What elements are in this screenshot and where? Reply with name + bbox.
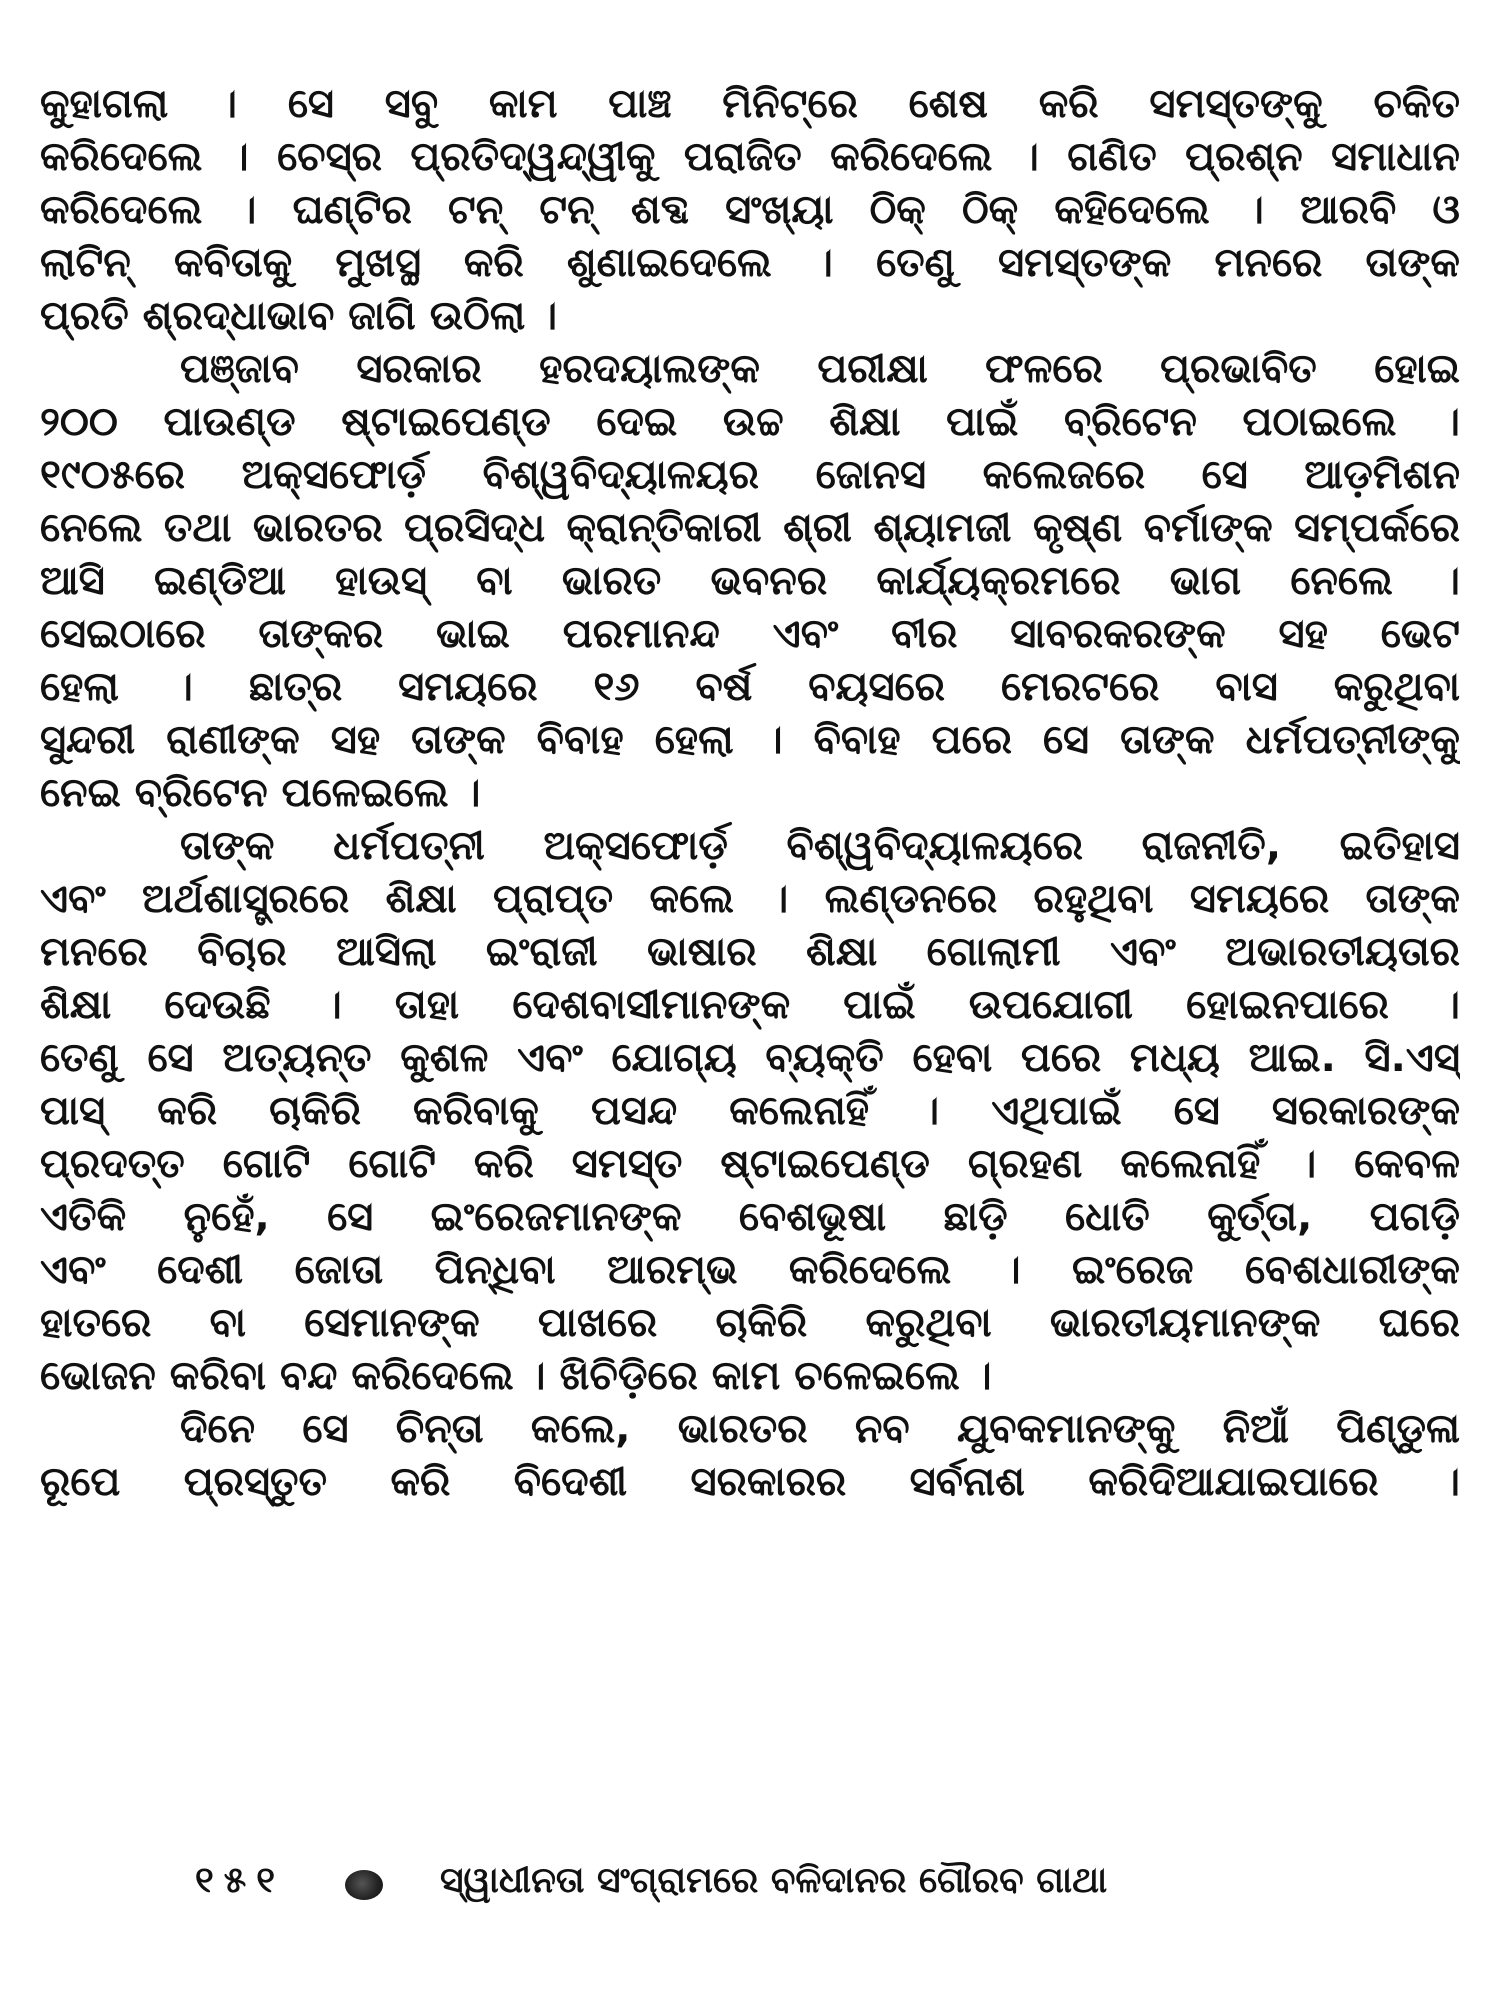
page-number: ୧୫୧: [195, 1860, 285, 1901]
paragraph-start-line: ତାଙ୍କ ଧର୍ମପତ୍ନୀ ଅକ୍ସଫୋର୍ଡ଼ ବିଶ୍ୱବିଦ୍ୟାଳୟରେ ରାଜନୀତି, ଇତିହାସ: [180, 823, 1460, 869]
paragraph-start-line: ଦିନେ ସେ ଚିନ୍ତା କଲେ, ଭାରତର ନବ ଯୁବକମାନଙ୍କୁ ନିଆଁ ପିଣ୍ଡୁଳା: [180, 1406, 1460, 1452]
text-line: ମନରେ ବିଚାର ଆସିଲା ଇଂରାଜୀ ଭାଷାର ଶିକ୍ଷା ଗୋଲାମୀ ଏବଂ ଅଭାରତୀୟତାର: [40, 929, 1460, 975]
text-line: ପାସ୍ କରି ଚାକିରି କରିବାକୁ ପସନ୍ଦ କଲେନାହିଁ । ଏଥିପାଇଁ ସେ ସରକାରଙ୍କ: [40, 1088, 1460, 1134]
text-line: ଭୋଜନ କରିବା ବନ୍ଦ କରିଦେଲେ । ଖିଚିଡ଼ିରେ କାମ ଚଳେଇଲେ ।: [40, 1353, 992, 1399]
body-text: [40, 78, 1460, 1509]
page-footer: [0, 1860, 1500, 1920]
text-line: କୁହାଗଲା । ସେ ସବୁ କାମ ପାଞ୍ଚ ମିନିଟ୍‌ରେ ଶେଷ କରି ସମସ୍ତଙ୍କୁ ଚକିତ: [40, 81, 1460, 127]
text-line: ଏବଂ ଦେଶୀ ଜୋତା ପିନ୍ଧିବା ଆରମ୍ଭ କରିଦେଲେ । ଇଂରେଜ ବେଶଧାରୀଙ୍କ: [40, 1247, 1460, 1293]
text-line: ୨୦୦ ପାଉଣ୍ଡ ଷ୍ଟାଇପେଣ୍ଡ ଦେଇ ଉଚ୍ଚ ଶିକ୍ଷା ପାଇଁ ବ୍ରିଟେନ ପଠାଇଲେ ।: [40, 399, 1460, 445]
text-line: ସେଇଠାରେ ତାଙ୍କର ଭାଇ ପରମାନନ୍ଦ ଏବଂ ବୀର ସାବରକରଙ୍କ ସହ ଭେଟ: [40, 611, 1460, 657]
paragraph-start-line: ପଞ୍ଜାବ ସରକାର ହରଦୟାଲଙ୍କ ପରୀକ୍ଷା ଫଳରେ ପ୍ରଭାବିତ ହୋଇ: [180, 346, 1460, 392]
text-line: କରିଦେଲେ । ଚେସ୍‌ର ପ୍ରତିଦ୍ୱନ୍ଦ୍ୱୀକୁ ପରାଜିତ କରିଦେଲେ । ଗଣିତ ପ୍ରଶ୍ନ ସମାଧାନ: [40, 134, 1460, 180]
text-line: ହେଲା । ଛାତ୍ର ସମୟରେ ୧୬ ବର୍ଷ ବୟସରେ ମେରଟରେ ବାସ କରୁଥିବା: [40, 664, 1460, 710]
text-line: ହାତରେ ବା ସେମାନଙ୍କ ପାଖରେ ଚାକିରି କରୁଥିବା ଭାରତୀୟମାନଙ୍କ ଘରେ: [40, 1300, 1460, 1346]
text-line: ୧୯୦୫ରେ ଅକ୍ସଫୋର୍ଡ଼ ବିଶ୍ୱବିଦ୍ୟାଳୟର ଜୋନସ କଲେଜରେ ସେ ଆଡ଼ମିଶନ: [40, 452, 1460, 498]
bullet-dot-icon: [345, 1870, 383, 1900]
text-line: ଲାଟିନ୍ କବିତାକୁ ମୁଖସ୍ଥ କରି ଶୁଣାଇଦେଲେ । ତେଣୁ ସମସ୍ତଙ୍କ ମନରେ ତାଙ୍କ: [40, 240, 1460, 286]
text-line: ତେଣୁ ସେ ଅତ୍ୟନ୍ତ କୁଶଳ ଏବଂ ଯୋଗ୍ୟ ବ୍ୟକ୍ତି ହେବା ପରେ ମଧ୍ୟ ଆଇ. ସି.ଏସ୍: [40, 1035, 1460, 1081]
text-line: ପ୍ରଦତ୍ତ ଗୋଟି ଗୋଟି କରି ସମସ୍ତ ଷ୍ଟାଇପେଣ୍ଡ ଗ୍ରହଣ କଲେନାହିଁ । କେବଳ: [40, 1141, 1460, 1187]
text-line: କରିଦେଲେ । ଘଣ୍ଟିର ଟନ୍ ଟନ୍ ଶବ୍ଦ ସଂଖ୍ୟା ଠିକ୍ ଠିକ୍ କହିଦେଲେ । ଆରବି ଓ: [40, 187, 1460, 233]
text-line: ଶିକ୍ଷା ଦେଉଛି । ତାହା ଦେଶବାସୀମାନଙ୍କ ପାଇଁ ଉପଯୋଗୀ ହୋଇନପାରେ ।: [40, 982, 1460, 1028]
text-line: ନେଇ ବ୍ରିଟେନ ପଳେଇଲେ ।: [40, 770, 481, 816]
text-line: ଏବଂ ଅର୍ଥଶାସ୍ତ୍ରରେ ଶିକ୍ଷା ପ୍ରାପ୍ତ କଲେ । ଲଣ୍ଡନରେ ରହୁଥିବା ସମୟରେ ତାଙ୍କ: [40, 876, 1460, 922]
text-line: ରୂପେ ପ୍ରସ୍ତୁତ କରି ବିଦେଶୀ ସରକାରର ସର୍ବନାଶ କରିଦିଆଯାଇପାରେ ।: [40, 1459, 1460, 1505]
text-line: ସୁନ୍ଦରୀ ରାଣୀଙ୍କ ସହ ତାଙ୍କ ବିବାହ ହେଲା । ବିବାହ ପରେ ସେ ତାଙ୍କ ଧର୍ମପତ୍ନୀଙ୍କୁ: [40, 717, 1460, 763]
text-line: ଆସି ଇଣ୍ଡିଆ ହାଉସ୍ ବା ଭାରତ ଭବନର କାର୍ଯ୍ୟକ୍ରମରେ ଭାଗ ନେଲେ ।: [40, 558, 1460, 604]
book-title: ସ୍ୱାଧୀନତା ସଂଗ୍ରାମରେ ବଳିଦାନର ଗୌରବ ଗାଥା: [440, 1860, 1108, 1901]
text-line: ପ୍ରତି ଶ୍ରଦ୍ଧାଭାବ ଜାଗି ଉଠିଲା ।: [40, 293, 558, 339]
text-line: ଏତିକି ନୁହେଁ, ସେ ଇଂରେଜମାନଙ୍କ ବେଶଭୂଷା ଛାଡ଼ି ଧୋତି କୁର୍ତ୍ତା, ପଗଡ଼ି: [40, 1194, 1460, 1240]
text-line: ନେଲେ ତଥା ଭାରତର ପ୍ରସିଦ୍ଧ କ୍ରାନ୍ତିକାରୀ ଶ୍ରୀ ଶ୍ୟାମଜୀ କୃଷ୍ଣ ବର୍ମାଙ୍କ ସମ୍ପର୍କରେ: [40, 505, 1460, 551]
